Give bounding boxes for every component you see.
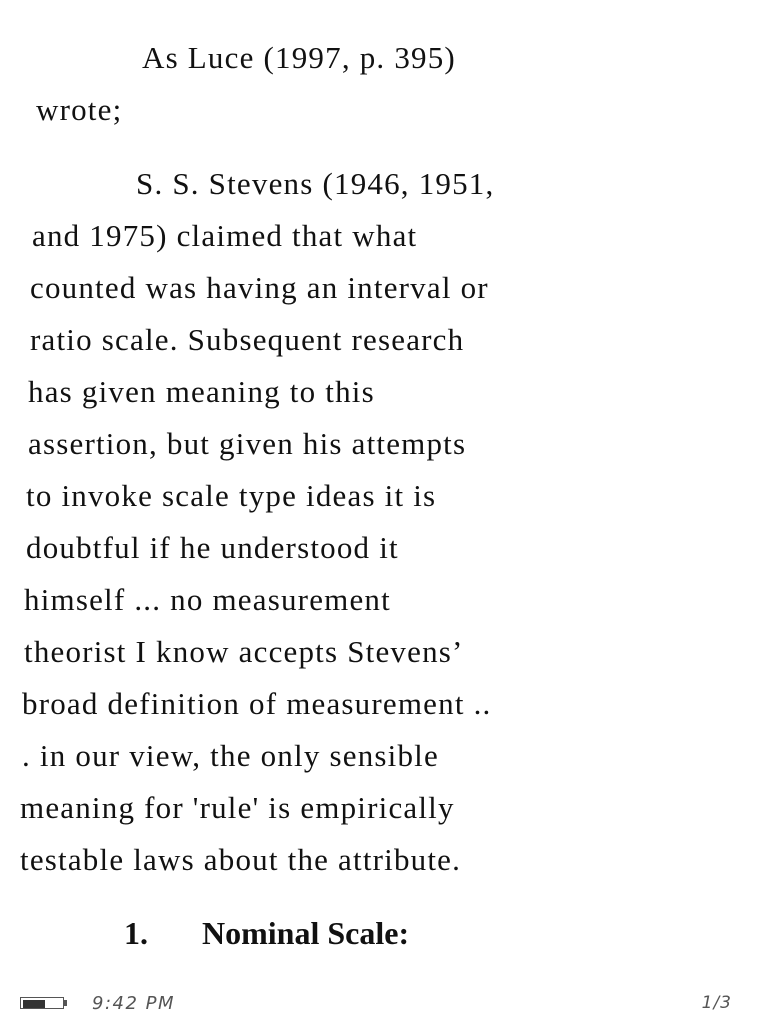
quote-line: testable laws about the attribute. [20, 842, 462, 877]
quote-line: S. S. Stevens (1946, 1951, [136, 166, 495, 201]
intro-line: wrote; [36, 92, 123, 127]
quote-line: . in our view, the only sensible [22, 738, 439, 773]
quote-line: meaning for 'rule' is empirically [20, 790, 455, 825]
quote-line: broad definition of measurement .. [22, 686, 492, 721]
section-number: 1. [124, 915, 148, 951]
section-heading [124, 914, 409, 952]
intro-line: As Luce (1997, p. 395) [142, 40, 456, 75]
quote-line: theorist I know accepts Stevens’ [24, 634, 464, 669]
quote-line: ratio scale. Subsequent research [30, 322, 465, 357]
quote-line: doubtful if he understood it [26, 530, 399, 565]
quote-line: assertion, but given his attempts [28, 426, 467, 461]
quote-line: himself ... no measurement [24, 582, 391, 617]
status-bar [0, 988, 768, 1022]
battery-body [20, 997, 64, 1009]
quote-line: and 1975) claimed that what [32, 218, 418, 253]
battery-level-fill [23, 1000, 45, 1008]
battery-tip [64, 1000, 67, 1006]
battery-icon [20, 997, 70, 1011]
clock: 9:42 PM [92, 993, 176, 1014]
quote-line: has given meaning to this [28, 374, 375, 409]
quote-line: to invoke scale type ideas it is [26, 478, 437, 513]
page-indicator: 1/3 [701, 993, 732, 1013]
section-title: Nominal Scale: [202, 915, 410, 951]
quote-line: counted was having an interval or [30, 270, 489, 305]
